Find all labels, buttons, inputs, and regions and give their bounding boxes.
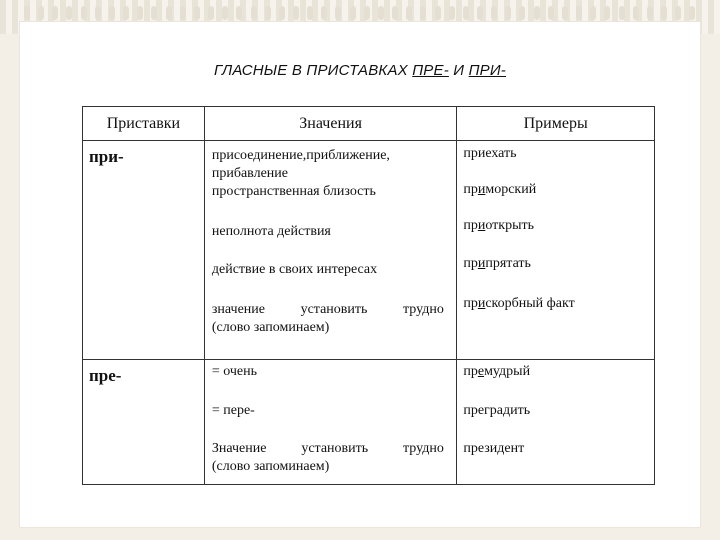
binder-hole — [307, 6, 313, 20]
example-primorskiy: приморский — [463, 182, 537, 197]
meaning-line: пространственная близость — [211, 184, 376, 199]
meaning-unclear-pre — [212, 440, 444, 476]
binder-hole — [463, 6, 469, 20]
binder-hole — [392, 6, 398, 20]
binder-hole — [123, 6, 129, 20]
meaning-line-justified — [212, 301, 444, 319]
binder-hole — [420, 6, 426, 20]
meaning-self-interest: действие в своих интересах — [211, 262, 378, 277]
binder-hole — [109, 6, 115, 20]
meaning-line-justified — [212, 440, 444, 458]
binder-hole — [604, 6, 610, 20]
binder-hole — [166, 6, 172, 20]
table-row-pre — [83, 360, 655, 485]
prefix-pri: при- — [89, 147, 124, 166]
binder-hole — [151, 6, 157, 20]
examples-cell-pre — [457, 360, 655, 485]
binder-hole — [137, 6, 143, 20]
prefix-rules-table — [82, 106, 655, 485]
binder-hole — [449, 6, 455, 20]
binder-hole — [208, 6, 214, 20]
table-row-pri — [83, 141, 655, 360]
meaning-line: присоединение,приближение, — [211, 148, 390, 163]
binder-holes — [24, 6, 696, 20]
binder-hole — [222, 6, 228, 20]
binder-hole — [180, 6, 186, 20]
example-priekhat: приехать — [463, 146, 517, 161]
binder-hole — [576, 6, 582, 20]
binder-hole — [95, 6, 101, 20]
binder-hole — [66, 6, 72, 20]
binder-hole — [477, 6, 483, 20]
binder-hole — [364, 6, 370, 20]
binder-hole — [350, 6, 356, 20]
binder-hole — [265, 6, 271, 20]
meaning-very: = очень — [211, 364, 258, 379]
binder-hole — [505, 6, 511, 20]
header-examples: Примеры — [457, 107, 655, 141]
meaning-incomplete-action: неполнота действия — [211, 224, 331, 239]
binder-hole — [548, 6, 554, 20]
prefix-cell-pri — [83, 141, 205, 360]
word: трудно — [403, 302, 444, 317]
binder-hole — [406, 6, 412, 20]
binder-hole — [236, 6, 242, 20]
example-pregradit: преградить — [463, 403, 531, 418]
binder-hole — [335, 6, 341, 20]
binder-hole — [378, 6, 384, 20]
meanings-cell-pri — [204, 141, 456, 360]
word: Значение — [211, 441, 267, 456]
word: установить — [300, 302, 368, 317]
meanings-cell-pre — [204, 360, 456, 485]
word: установить — [301, 441, 369, 456]
binder-hole — [647, 6, 653, 20]
binder-hole — [590, 6, 596, 20]
binder-hole — [81, 6, 87, 20]
title-prefix: ГЛАСНЫЕ В ПРИСТАВКАХ — [213, 62, 413, 79]
title-and: И — [448, 62, 469, 79]
binder-hole — [633, 6, 639, 20]
meaning-line: прибавление — [211, 166, 289, 181]
binder-hole — [251, 6, 257, 20]
binder-hole — [661, 6, 667, 20]
example-priotkryt: приоткрыть — [463, 218, 534, 233]
binder-hole — [435, 6, 441, 20]
examples-cell-pri — [457, 141, 655, 360]
meaning-line: (слово запоминаем) — [211, 459, 330, 474]
example-prezident: президент — [463, 441, 525, 456]
binder-hole — [38, 6, 44, 20]
binder-hole — [194, 6, 200, 20]
binder-hole — [534, 6, 540, 20]
binder-hole — [675, 6, 681, 20]
title-pre: ПРЕ- — [412, 62, 449, 79]
meaning-pere: = пере- — [211, 403, 255, 418]
header-meanings: Значения — [204, 107, 456, 141]
binder-hole — [279, 6, 285, 20]
meaning-unclear — [212, 301, 444, 337]
binder-hole — [321, 6, 327, 20]
binder-hole — [519, 6, 525, 20]
word: значение — [211, 302, 265, 317]
prefix-pre: пре- — [89, 366, 122, 385]
title-pri: ПРИ- — [468, 62, 506, 79]
page-title — [0, 62, 720, 79]
binder-hole — [52, 6, 58, 20]
header-prefixes: Приставки — [83, 107, 205, 141]
table-header-row — [83, 107, 655, 141]
prefix-cell-pre — [83, 360, 205, 485]
example-pripryatat: припрятать — [463, 256, 531, 271]
binder-hole — [562, 6, 568, 20]
binder-hole — [689, 6, 695, 20]
meaning-line: (слово запоминаем) — [211, 320, 330, 335]
word: трудно — [403, 441, 444, 456]
binder-hole — [491, 6, 497, 20]
binder-hole — [24, 6, 30, 20]
meaning-attachment — [212, 147, 390, 201]
binder-hole — [619, 6, 625, 20]
example-premudryy: премудрый — [463, 364, 531, 379]
example-priskorbnyy: прискорбный факт — [463, 296, 575, 311]
binder-hole — [293, 6, 299, 20]
